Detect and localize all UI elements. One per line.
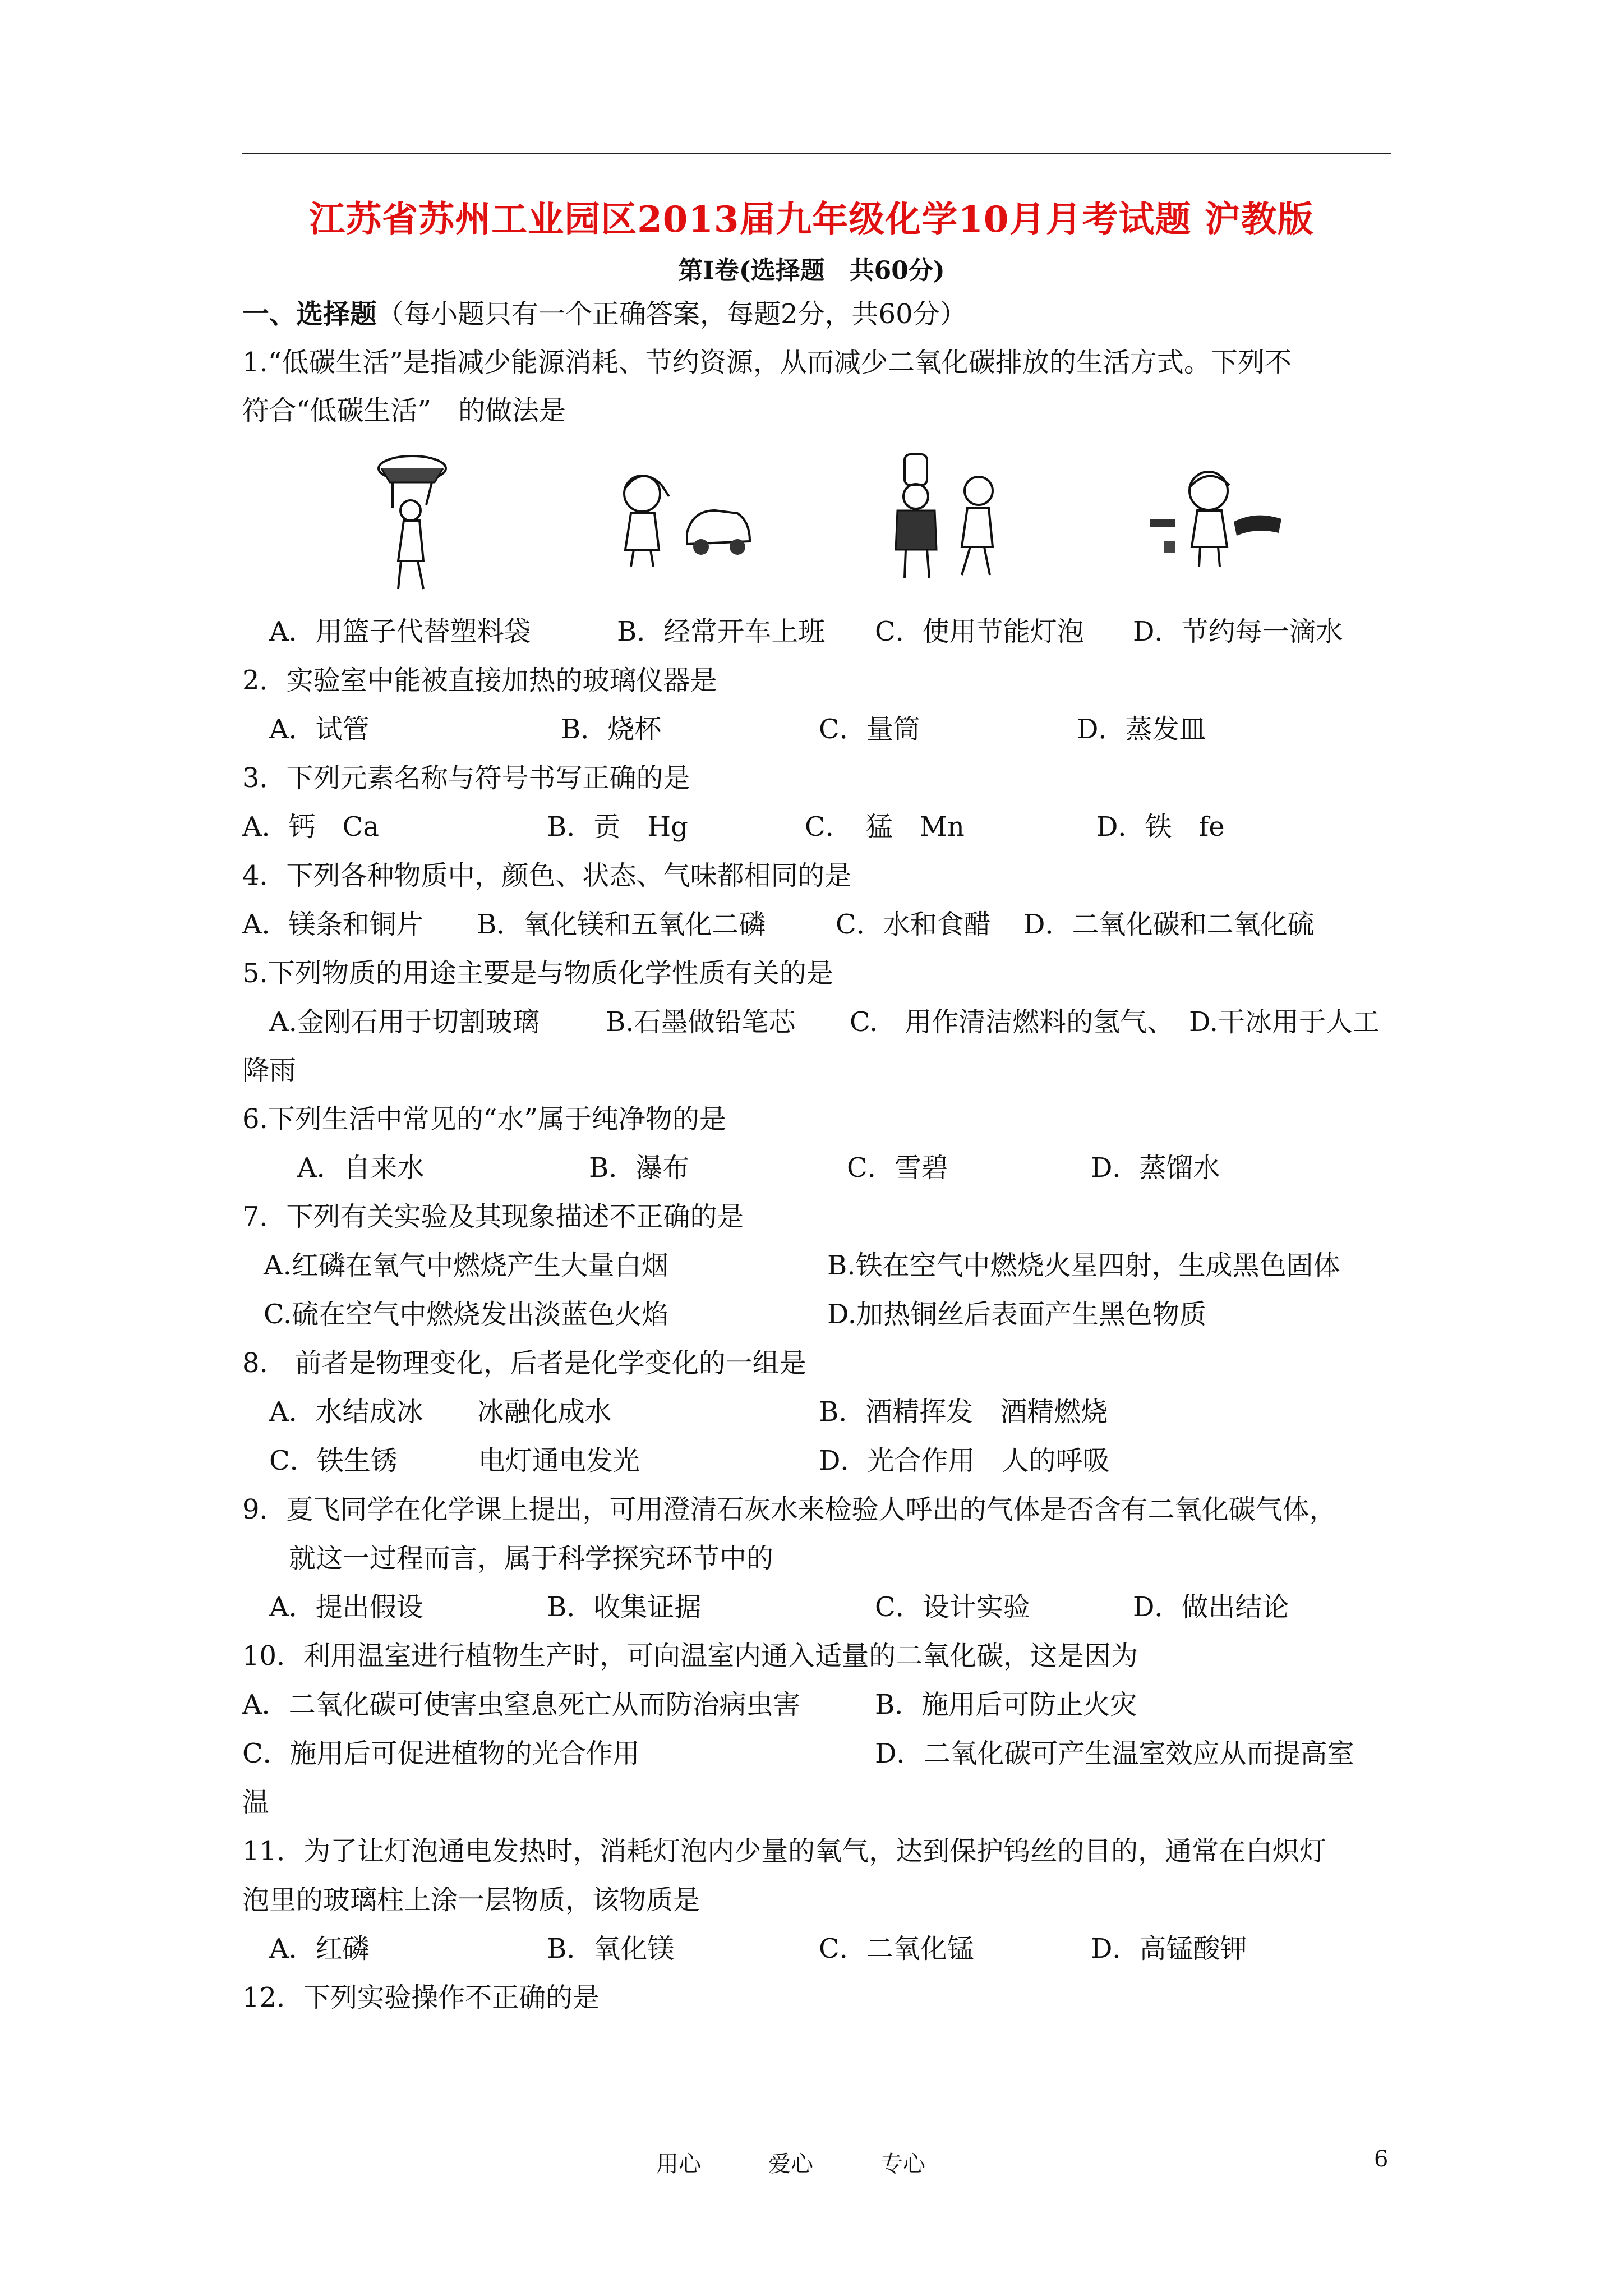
q9-option-a: A．提出假设: [269, 1591, 423, 1623]
section-subtitle: 第Ⅰ卷(选择题 共60分): [678, 256, 945, 285]
q11-stem-line1: 11．为了让灯泡通电发热时，消耗灯泡内少量的氧气，达到保护钨丝的目的，通常在白炽灯: [242, 1835, 1327, 1867]
page-title: 江苏省苏州工业园区2013届九年级化学10月月考试题 沪教版: [309, 199, 1314, 241]
basket-person-icon: [370, 449, 454, 595]
q2-option-c: C．量筒: [819, 714, 920, 745]
q11-option-c: C．二氧化锰: [819, 1933, 974, 1964]
footer-motto-3: 专心: [880, 2151, 925, 2177]
q10-option-a: A．二氧化碳可使害虫窒息死亡从而防治病虫害: [242, 1689, 800, 1720]
q9-option-b: B．收集证据: [547, 1591, 702, 1623]
q4-option-d: D．二氧化碳和二氧化硫: [1023, 909, 1315, 940]
q7-option-d: D.加热铜丝后表面产生黑色物质: [827, 1299, 1207, 1330]
girl-with-faucet-icon: [1144, 457, 1284, 569]
q4-option-a: A．镁条和铜片: [242, 909, 423, 940]
q10-option-c: C．施用后可促进植物的光合作用: [242, 1738, 640, 1769]
q4-option-b: B．氧化镁和五氧化二磷: [477, 909, 766, 940]
footer-motto-2: 爱心: [768, 2151, 813, 2177]
q3-option-a: A．钙 Ca: [242, 811, 380, 843]
q9-stem-line1: 9．夏飞同学在化学课上提出，可用澄清石灰水来检验人呼出的气体是否含有二氧化碳气体，: [242, 1494, 1336, 1525]
q1-option-c: C．使用节能灯泡: [875, 616, 1084, 647]
q4-option-c: C．水和食醋: [836, 909, 991, 940]
q2-option-a: A．试管: [269, 714, 370, 745]
footer-motto-1: 用心: [656, 2151, 701, 2177]
q6-option-d: D．蒸馏水: [1091, 1152, 1220, 1184]
q9-stem-line2: 就这一过程而言，属于科学探究环节中的: [289, 1543, 774, 1574]
q6-option-a: A．自来水: [297, 1152, 425, 1184]
q8-stem: 8. 前者是物理变化，后者是化学变化的一组是: [242, 1347, 806, 1379]
q11-option-b: B．氧化镁: [547, 1933, 675, 1964]
q1-option-d: D．节约每一滴水: [1133, 616, 1343, 647]
q10-continuation: 温: [242, 1787, 270, 1818]
q3-stem: 3．下列元素名称与符号书写正确的是: [242, 762, 690, 794]
q9-option-d: D．做出结论: [1133, 1591, 1289, 1623]
q1-option-b: B．经常开车上班: [617, 616, 826, 647]
q5-option-d: D.干冰用于人工: [1189, 1006, 1380, 1038]
q1-stem-line2: 符合“低碳生活” 的做法是: [242, 395, 566, 426]
q8-option-d: D．光合作用 人的呼吸: [819, 1445, 1110, 1476]
q2-stem: 2．实验室中能被直接加热的玻璃仪器是: [242, 665, 717, 696]
q6-stem: 6.下列生活中常见的“水”属于纯净物的是: [242, 1103, 726, 1135]
q7-option-c: C.硫在空气中燃烧发出淡蓝色火焰: [264, 1299, 669, 1330]
q10-option-d: D．二氧化碳可产生温室效应从而提高室: [875, 1738, 1354, 1769]
q9-option-c: C．设计实验: [875, 1591, 1030, 1623]
q3-option-b: B．贡 Hg: [547, 811, 688, 843]
q10-stem: 10．利用温室进行植物生产时，可向温室内通入适量的二氧化碳，这是因为: [242, 1640, 1138, 1672]
q5-option-a: A.金刚石用于切割玻璃: [269, 1006, 540, 1038]
q2-option-d: D．蒸发皿: [1077, 714, 1206, 745]
section-heading-label: 一、选择题: [242, 298, 377, 330]
q10-option-b: B．施用后可防止火灾: [875, 1689, 1137, 1720]
q8-option-a: A．水结成冰 冰融化成水: [269, 1396, 612, 1428]
q6-option-c: C．雪碧: [847, 1152, 948, 1184]
q12-stem: 12．下列实验操作不正确的是: [242, 1982, 600, 2013]
q3-option-c: C． 猛 Mn: [805, 811, 965, 843]
q5-option-b: B.石墨做铅笔芯: [606, 1006, 796, 1038]
q2-option-b: B．烧杯: [561, 714, 662, 745]
q6-option-b: B．瀑布: [589, 1152, 690, 1184]
section-heading-note: （每小题只有一个正确答案，每题2分，共60分）: [377, 298, 967, 330]
section-heading: [242, 297, 967, 331]
girl-with-car-icon: [603, 466, 754, 572]
q1-option-a: A．用篮子代替塑料袋: [269, 616, 531, 647]
q5-continuation: 降雨: [242, 1055, 297, 1086]
header-rule: [242, 153, 1391, 154]
q5-stem: 5.下列物质的用途主要是与物质化学性质有关的是: [242, 958, 833, 989]
q7-stem: 7．下列有关实验及其现象描述不正确的是: [242, 1201, 744, 1232]
q8-option-b: B．酒精挥发 酒精燃烧: [819, 1396, 1108, 1428]
light-bulb-people-icon: [883, 452, 1018, 586]
q7-option-a: A.红磷在氧气中燃烧产生大量白烟: [264, 1250, 668, 1281]
q7-option-b: B.铁在空气中燃烧火星四射，生成黑色固体: [827, 1250, 1340, 1281]
q11-option-d: D．高锰酸钾: [1091, 1933, 1247, 1964]
q1-stem-line1: 1.“低碳生活”是指减少能源消耗、节约资源，从而减少二氧化碳排放的生活方式。下列不: [242, 347, 1292, 378]
q11-stem-line2: 泡里的玻璃柱上涂一层物质，该物质是: [242, 1884, 700, 1916]
q11-option-a: A．红磷: [269, 1933, 370, 1964]
page-number: 6: [1374, 2146, 1389, 2172]
q5-option-c: C. 用作清洁燃料的氢气、: [850, 1006, 1174, 1038]
q3-option-d: D．铁 fe: [1096, 811, 1225, 843]
q8-option-c: C．铁生锈 电灯通电发光: [269, 1445, 640, 1476]
q4-stem: 4．下列各种物质中，颜色、状态、气味都相同的是: [242, 860, 852, 891]
